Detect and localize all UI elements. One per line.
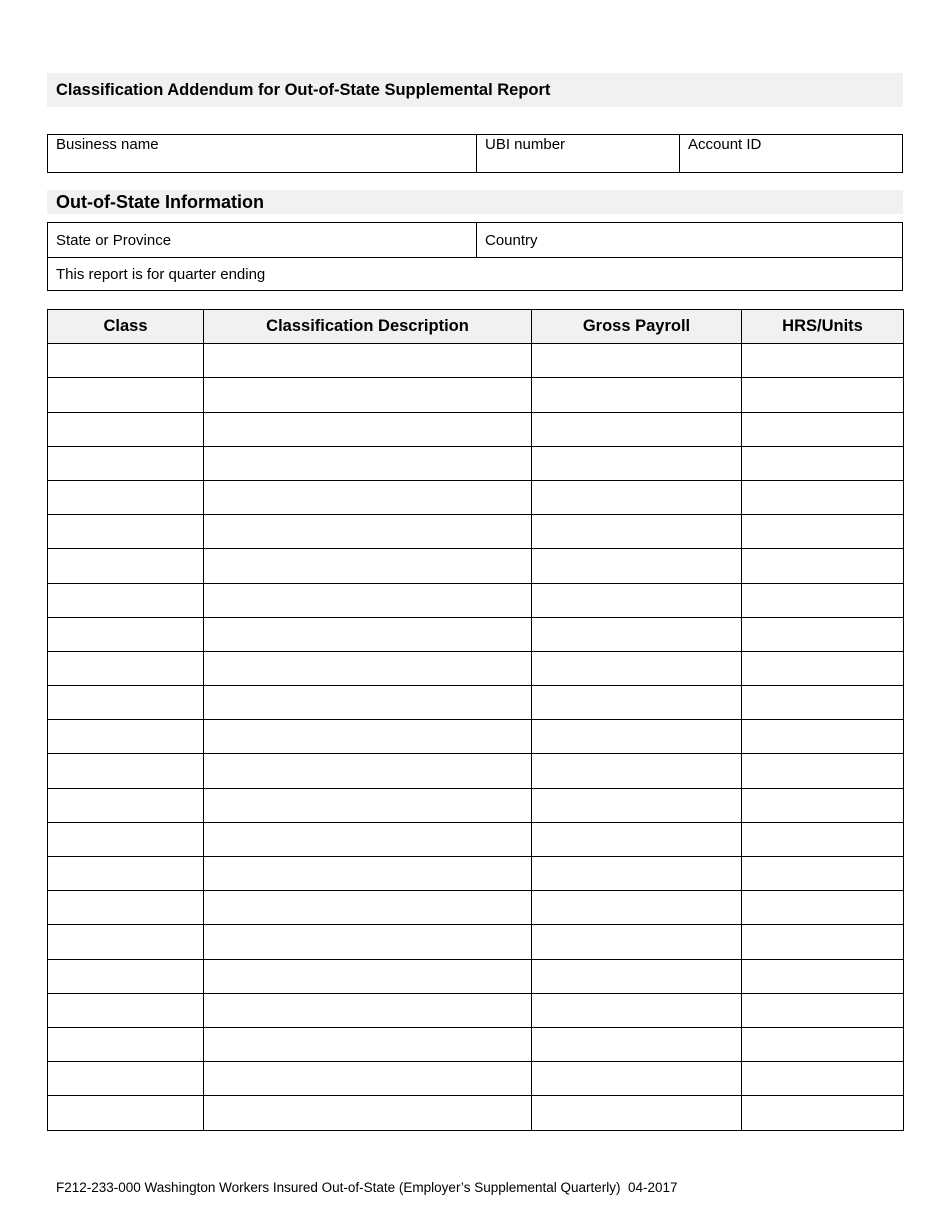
table-row (48, 412, 904, 446)
table-row (48, 686, 904, 720)
table-row (48, 891, 904, 925)
table-row (48, 822, 904, 856)
hrs-units-cell[interactable] (742, 480, 904, 514)
out-of-state-heading: Out-of-State Information (47, 190, 903, 214)
table-row (48, 378, 904, 412)
hrs-units-cell[interactable] (742, 344, 904, 378)
class-cell[interactable] (48, 446, 204, 480)
hrs-units-cell[interactable] (742, 583, 904, 617)
gross-payroll-cell[interactable] (532, 891, 742, 925)
class-cell[interactable] (48, 754, 204, 788)
country-field[interactable] (476, 223, 902, 257)
description-cell[interactable] (204, 378, 532, 412)
class-cell[interactable] (48, 1062, 204, 1096)
ubi-number-label: UBI number (485, 136, 566, 153)
gross-payroll-cell[interactable] (532, 617, 742, 651)
class-cell[interactable] (48, 344, 204, 378)
hrs-units-cell[interactable] (742, 617, 904, 651)
hrs-units-cell[interactable] (742, 788, 904, 822)
description-cell[interactable] (204, 583, 532, 617)
gross-payroll-cell[interactable] (532, 515, 742, 549)
description-cell[interactable] (204, 891, 532, 925)
description-cell[interactable] (204, 993, 532, 1027)
description-cell[interactable] (204, 1096, 532, 1130)
country-label: Country (485, 231, 538, 249)
gross-payroll-cell[interactable] (532, 344, 742, 378)
hrs-units-cell[interactable] (742, 857, 904, 891)
class-cell[interactable] (48, 720, 204, 754)
table-row (48, 344, 904, 378)
form-footer: F212-233-000 Washington Workers Insured Out-of-State (Employer’s Supplemental Quarterly) 04-2017 (56, 1180, 678, 1195)
description-cell[interactable] (204, 1062, 532, 1096)
hrs-units-cell[interactable] (742, 378, 904, 412)
class-cell[interactable] (48, 549, 204, 583)
gross-payroll-cell[interactable] (532, 788, 742, 822)
gross-payroll-cell[interactable] (532, 583, 742, 617)
hrs-units-cell[interactable] (742, 993, 904, 1027)
hrs-units-cell[interactable] (742, 822, 904, 856)
state-country-row (48, 223, 902, 257)
table-row (48, 549, 904, 583)
hrs-units-cell[interactable] (742, 720, 904, 754)
description-cell[interactable] (204, 754, 532, 788)
class-cell[interactable] (48, 583, 204, 617)
class-cell[interactable] (48, 378, 204, 412)
hrs-units-cell[interactable] (742, 651, 904, 685)
description-cell[interactable] (204, 480, 532, 514)
description-cell[interactable] (204, 822, 532, 856)
class-cell[interactable] (48, 686, 204, 720)
header-class: Class (48, 310, 204, 344)
class-cell[interactable] (48, 993, 204, 1027)
table-row (48, 617, 904, 651)
business-info-box (47, 134, 903, 173)
class-cell[interactable] (48, 412, 204, 446)
quarter-ending-label: This report is for quarter ending (56, 266, 266, 283)
table-row (48, 1096, 904, 1130)
gross-payroll-cell[interactable] (532, 446, 742, 480)
class-cell[interactable] (48, 925, 204, 959)
table-row (48, 1062, 904, 1096)
gross-payroll-cell[interactable] (532, 480, 742, 514)
gross-payroll-cell[interactable] (532, 651, 742, 685)
account-id-field[interactable] (679, 135, 902, 172)
class-cell[interactable] (48, 959, 204, 993)
gross-payroll-cell[interactable] (532, 925, 742, 959)
class-cell[interactable] (48, 857, 204, 891)
form-title: Classification Addendum for Out-of-State Supplemental Report (47, 73, 903, 107)
state-province-label: State or Province (56, 231, 172, 249)
hrs-units-cell[interactable] (742, 754, 904, 788)
gross-payroll-cell[interactable] (532, 857, 742, 891)
gross-payroll-cell[interactable] (532, 822, 742, 856)
account-id-label: Account ID (688, 136, 762, 153)
description-cell[interactable] (204, 651, 532, 685)
hrs-units-cell[interactable] (742, 1096, 904, 1130)
hrs-units-cell[interactable] (742, 515, 904, 549)
gross-payroll-cell[interactable] (532, 959, 742, 993)
class-cell[interactable] (48, 822, 204, 856)
class-cell[interactable] (48, 480, 204, 514)
hrs-units-cell[interactable] (742, 1062, 904, 1096)
table-row (48, 720, 904, 754)
ubi-number-field[interactable] (476, 135, 679, 172)
hrs-units-cell[interactable] (742, 412, 904, 446)
out-of-state-box (47, 222, 903, 291)
class-cell[interactable] (48, 1027, 204, 1061)
description-cell[interactable] (204, 617, 532, 651)
table-row (48, 480, 904, 514)
hrs-units-cell[interactable] (742, 549, 904, 583)
description-cell[interactable] (204, 686, 532, 720)
table-row (48, 515, 904, 549)
gross-payroll-cell[interactable] (532, 720, 742, 754)
gross-payroll-cell[interactable] (532, 1027, 742, 1061)
header-hrs-units: HRS/Units (742, 310, 904, 344)
table-row (48, 1027, 904, 1061)
description-cell[interactable] (204, 515, 532, 549)
gross-payroll-cell[interactable] (532, 754, 742, 788)
description-cell[interactable] (204, 1027, 532, 1061)
description-cell[interactable] (204, 857, 532, 891)
class-cell[interactable] (48, 651, 204, 685)
description-cell[interactable] (204, 959, 532, 993)
table-header-row (48, 310, 904, 344)
hrs-units-cell[interactable] (742, 891, 904, 925)
classification-table (47, 309, 904, 1131)
gross-payroll-cell[interactable] (532, 549, 742, 583)
business-name-field[interactable] (48, 135, 476, 172)
class-cell[interactable] (48, 617, 204, 651)
hrs-units-cell[interactable] (742, 1027, 904, 1061)
class-cell[interactable] (48, 515, 204, 549)
table-row (48, 993, 904, 1027)
table-row (48, 788, 904, 822)
class-cell[interactable] (48, 1096, 204, 1130)
quarter-ending-field[interactable] (48, 258, 902, 291)
class-cell[interactable] (48, 788, 204, 822)
description-cell[interactable] (204, 549, 532, 583)
hrs-units-cell[interactable] (742, 959, 904, 993)
hrs-units-cell[interactable] (742, 446, 904, 480)
header-gross-payroll: Gross Payroll (532, 310, 742, 344)
hrs-units-cell[interactable] (742, 686, 904, 720)
gross-payroll-cell[interactable] (532, 686, 742, 720)
quarter-row (48, 257, 902, 291)
header-classification-description: Classification Description (204, 310, 532, 344)
gross-payroll-cell[interactable] (532, 412, 742, 446)
description-cell[interactable] (204, 412, 532, 446)
gross-payroll-cell[interactable] (532, 1062, 742, 1096)
gross-payroll-cell[interactable] (532, 378, 742, 412)
table-row (48, 959, 904, 993)
table-row (48, 925, 904, 959)
description-cell[interactable] (204, 788, 532, 822)
class-cell[interactable] (48, 891, 204, 925)
gross-payroll-cell[interactable] (532, 1096, 742, 1130)
table-row (48, 446, 904, 480)
table-row (48, 583, 904, 617)
description-cell[interactable] (204, 720, 532, 754)
description-cell[interactable] (204, 446, 532, 480)
description-cell[interactable] (204, 344, 532, 378)
table-row (48, 651, 904, 685)
gross-payroll-cell[interactable] (532, 993, 742, 1027)
description-cell[interactable] (204, 925, 532, 959)
table-row (48, 754, 904, 788)
hrs-units-cell[interactable] (742, 925, 904, 959)
state-province-field[interactable] (48, 223, 476, 257)
table-row (48, 857, 904, 891)
business-name-label: Business name (56, 136, 159, 153)
